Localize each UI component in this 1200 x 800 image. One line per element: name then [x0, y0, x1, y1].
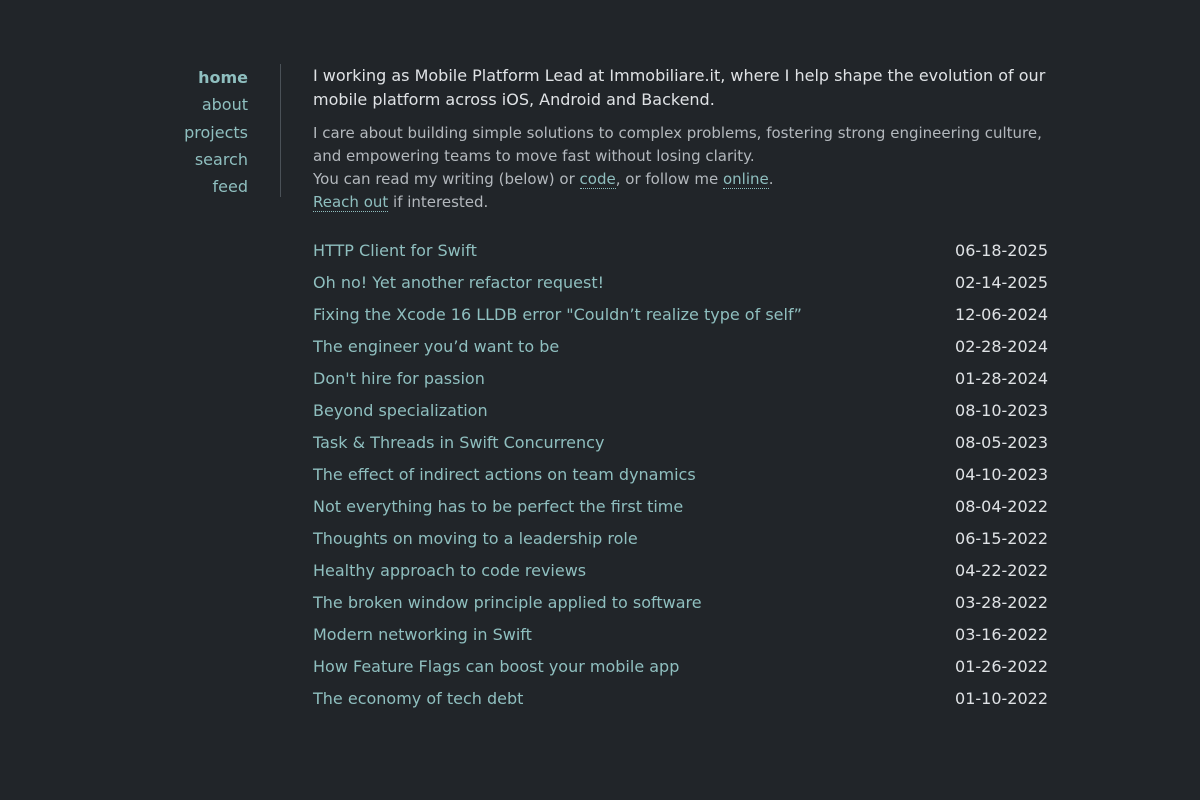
post-link[interactable]: Oh no! Yet another refactor request!	[313, 272, 605, 292]
post-link[interactable]: How Feature Flags can boost your mobile app	[313, 656, 680, 676]
nav-about-link[interactable]: about	[201, 95, 248, 115]
about-line-1: I care about building simple solutions to complex problems, fostering strong engineering culture, and empowering teams to move fast without losing clarity.	[313, 124, 1042, 165]
nav-projects-link[interactable]: projects	[184, 122, 248, 142]
main-content	[313, 64, 1048, 714]
about-text-part: , or follow me	[615, 170, 723, 188]
post-link[interactable]: Task & Threads in Swift Concurrency	[313, 432, 605, 452]
code-link[interactable]: code	[579, 170, 616, 188]
intro-text: I working as Mobile Platform Lead at Immobiliare.it, where I help shape the evolution of our mobile platform across iOS, Android and Backend.	[313, 66, 1046, 109]
post-date: 04-22-2022	[955, 560, 1048, 580]
post-list	[313, 234, 1048, 714]
post-link[interactable]: Modern networking in Swift	[313, 624, 532, 644]
post-item	[313, 490, 1048, 522]
post-item	[313, 522, 1048, 554]
online-link[interactable]: online	[723, 170, 769, 188]
post-item	[313, 554, 1048, 586]
about-text-part: if interested.	[388, 193, 489, 211]
post-item	[313, 394, 1048, 426]
post-item	[313, 650, 1048, 682]
post-link[interactable]: Not everything has to be perfect the first time	[313, 496, 684, 516]
post-date: 03-28-2022	[955, 592, 1048, 612]
post-link[interactable]: Fixing the Xcode 16 LLDB error "Couldn’t realize type of self”	[313, 304, 802, 324]
post-link[interactable]: The economy of tech debt	[313, 688, 524, 708]
post-date: 01-28-2024	[955, 368, 1048, 388]
post-date: 06-18-2025	[955, 240, 1048, 260]
about-text	[313, 122, 1048, 214]
post-item	[313, 362, 1048, 394]
post-date: 08-04-2022	[955, 496, 1048, 516]
post-item	[313, 682, 1048, 714]
about-text-part: You can read my writing (below) or	[313, 170, 580, 188]
post-item	[313, 298, 1048, 330]
post-date: 01-26-2022	[955, 656, 1048, 676]
post-item	[313, 426, 1048, 458]
post-link[interactable]: Don't hire for passion	[313, 368, 485, 388]
post-link[interactable]: Beyond specialization	[313, 400, 488, 420]
post-item	[313, 266, 1048, 298]
post-item	[313, 618, 1048, 650]
nav-home-link[interactable]: home	[198, 68, 248, 87]
post-link[interactable]: Thoughts on moving to a leadership role	[313, 528, 638, 548]
post-date: 12-06-2024	[955, 304, 1048, 324]
post-date: 02-14-2025	[955, 272, 1048, 292]
post-link[interactable]: The broken window principle applied to software	[313, 592, 702, 612]
post-item	[313, 234, 1048, 266]
reach-out-link[interactable]: Reach out	[313, 193, 389, 211]
post-date: 06-15-2022	[955, 528, 1048, 548]
nav-divider	[280, 64, 281, 197]
nav-search-link[interactable]: search	[194, 149, 248, 169]
post-item	[313, 458, 1048, 490]
nav-feed-link[interactable]: feed	[212, 177, 248, 197]
post-link[interactable]: Healthy approach to code reviews	[313, 560, 587, 580]
post-link[interactable]: The effect of indirect actions on team dynamics	[313, 464, 696, 484]
post-date: 03-16-2022	[955, 624, 1048, 644]
post-date: 02-28-2024	[955, 336, 1048, 356]
post-date: 01-10-2022	[955, 688, 1048, 708]
post-link[interactable]: The engineer you’d want to be	[313, 336, 560, 356]
site-nav	[150, 64, 248, 200]
post-item	[313, 586, 1048, 618]
post-item	[313, 330, 1048, 362]
post-date: 04-10-2023	[955, 464, 1048, 484]
post-date: 08-10-2023	[955, 400, 1048, 420]
post-date: 08-05-2023	[955, 432, 1048, 452]
post-link[interactable]: HTTP Client for Swift	[313, 240, 477, 260]
about-text-part: .	[768, 170, 774, 188]
